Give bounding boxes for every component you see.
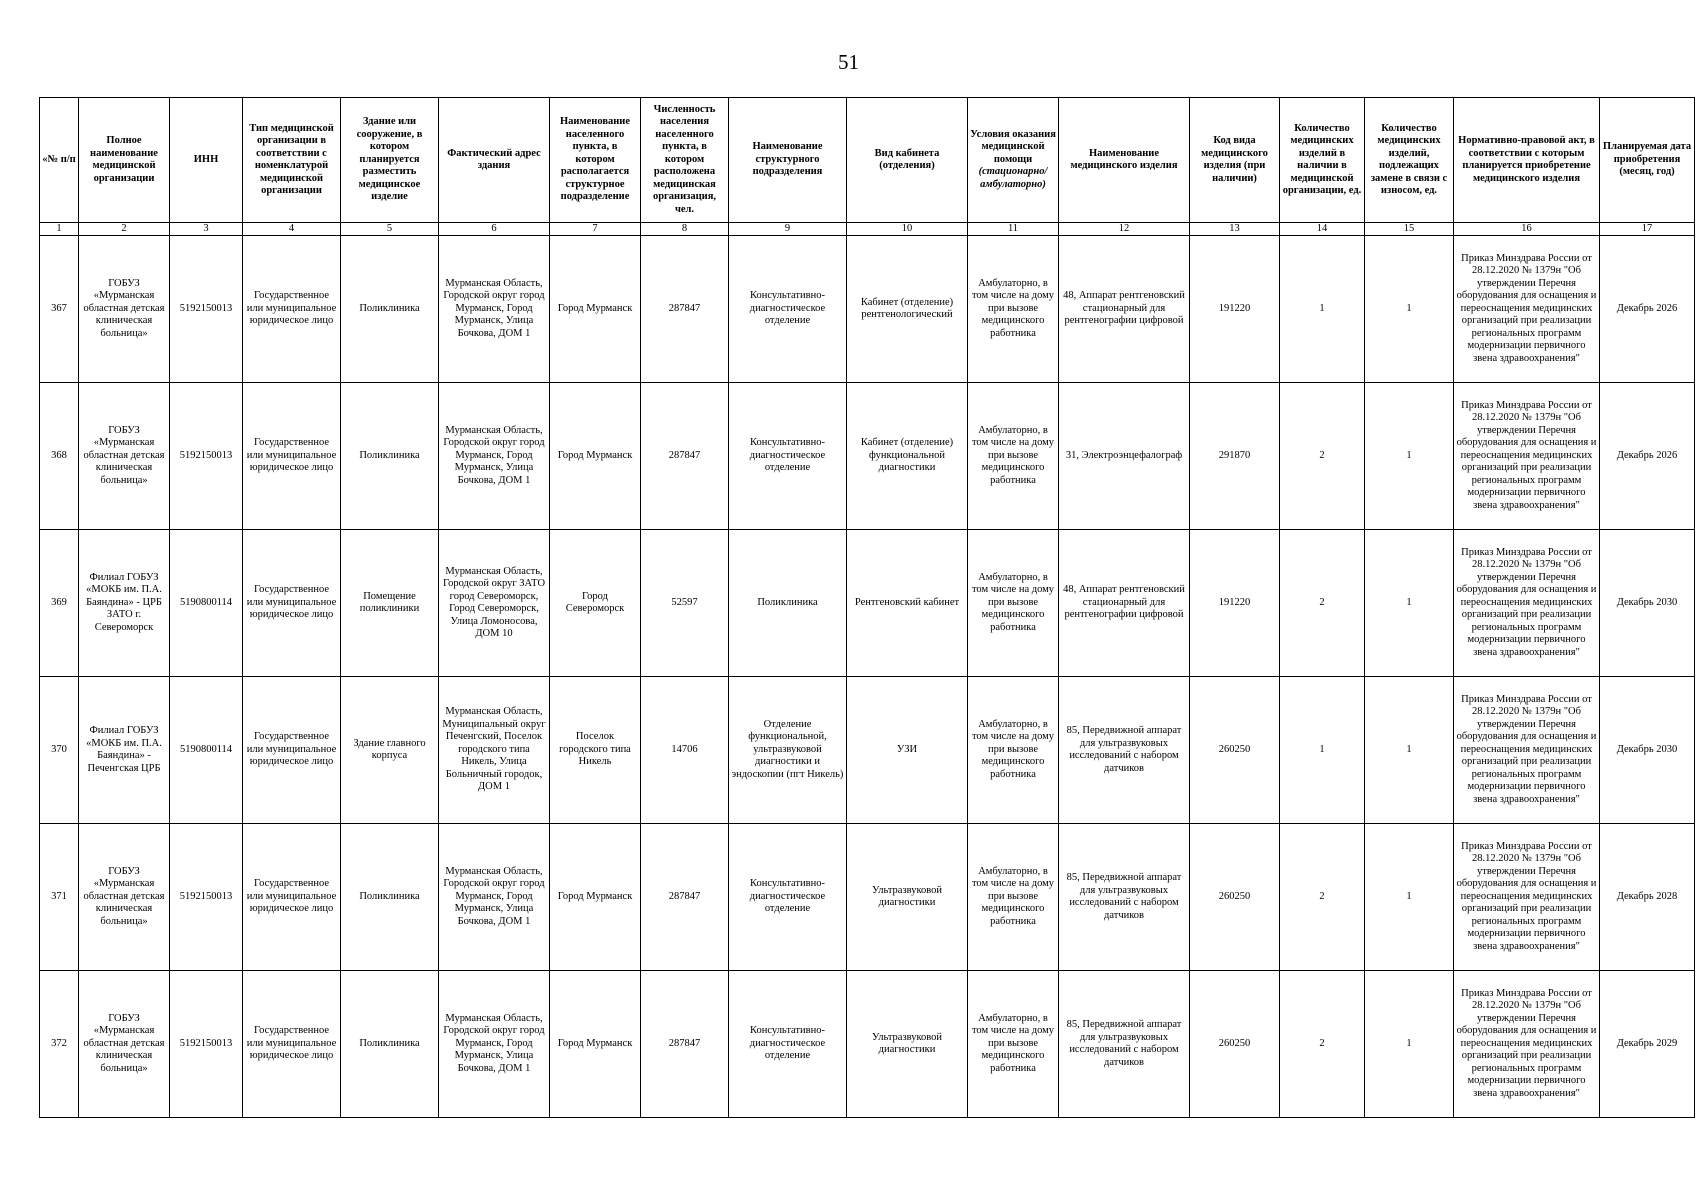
cell-qty-replace: 1 <box>1365 236 1454 383</box>
column-number: 16 <box>1454 223 1600 236</box>
cell-locality: Город Мурманск <box>550 236 641 383</box>
cell-date: Декабрь 2026 <box>1600 383 1695 530</box>
column-number: 4 <box>243 223 341 236</box>
cell-num: 369 <box>40 530 79 677</box>
header-cell-cabinet: Вид кабинета (отделения) <box>847 98 968 223</box>
cell-legal-act: Приказ Минздрава России от 28.12.2020 № 1379н "Об утверждении Перечня оборудования для оснащения и переоснащения медицинских организаций при реализации региональных программ модернизации первичного звена здравоохранения" <box>1454 824 1600 971</box>
cell-locality: Город Мурманск <box>550 824 641 971</box>
column-number: 3 <box>170 223 243 236</box>
cell-unit: Консультативно-диагностическое отделение <box>729 236 847 383</box>
cell-code: 260250 <box>1190 971 1280 1118</box>
column-number: 8 <box>641 223 729 236</box>
cell-building: Поликлиника <box>341 971 439 1118</box>
cell-inn: 5192150013 <box>170 236 243 383</box>
cell-cabinet: УЗИ <box>847 677 968 824</box>
cell-address: Мурманская Область, Городской округ город Мурманск, Город Мурманск, Улица Бочкова, ДОМ 1 <box>439 971 550 1118</box>
table-row <box>40 824 1695 971</box>
header-row <box>40 98 1695 223</box>
column-number: 9 <box>729 223 847 236</box>
cell-qty-replace: 1 <box>1365 383 1454 530</box>
cell-org: Филиал ГОБУЗ «МОКБ им. П.А. Баяндина» - Печенгская ЦРБ <box>79 677 170 824</box>
cell-legal-act: Приказ Минздрава России от 28.12.2020 № 1379н "Об утверждении Перечня оборудования для оснащения и переоснащения медицинских организаций при реализации региональных программ модернизации первичного звена здравоохранения" <box>1454 677 1600 824</box>
cell-locality: Поселок городского типа Никель <box>550 677 641 824</box>
cell-population: 287847 <box>641 236 729 383</box>
cell-qty-available: 2 <box>1280 824 1365 971</box>
cell-type: Государственное или муниципальное юридическое лицо <box>243 971 341 1118</box>
cell-cabinet: Рентгеновский кабинет <box>847 530 968 677</box>
table-row <box>40 236 1695 383</box>
column-number: 5 <box>341 223 439 236</box>
cell-type: Государственное или муниципальное юридическое лицо <box>243 383 341 530</box>
column-number: 2 <box>79 223 170 236</box>
column-number: 11 <box>968 223 1059 236</box>
table-body <box>40 236 1695 1118</box>
cell-device: 48, Аппарат рентгеновский стационарный для рентгенографии цифровой <box>1059 236 1190 383</box>
cell-org: ГОБУЗ «Мурманская областная детская клиническая больница» <box>79 971 170 1118</box>
cell-qty-available: 2 <box>1280 971 1365 1118</box>
header-cell-org: Полное наименование медицинской организации <box>79 98 170 223</box>
cell-num: 370 <box>40 677 79 824</box>
cell-locality: Город Мурманск <box>550 971 641 1118</box>
cell-inn: 5192150013 <box>170 383 243 530</box>
column-number: 13 <box>1190 223 1280 236</box>
header-cell-device: Наименование медицинского изделия <box>1059 98 1190 223</box>
cell-conditions: Амбулаторно, в том числе на дому при вызове медицинского работника <box>968 236 1059 383</box>
cell-address: Мурманская Область, Городской округ ЗАТО город Североморск, Город Североморск, Улица Ломоносова, ДОМ 10 <box>439 530 550 677</box>
cell-qty-available: 1 <box>1280 677 1365 824</box>
header-cell-qty-available: Количество медицинских изделий в наличии в медицинской организации, ед. <box>1280 98 1365 223</box>
page-number: 51 <box>838 50 859 74</box>
cell-qty-replace: 1 <box>1365 971 1454 1118</box>
cell-building: Помещение поликлиники <box>341 530 439 677</box>
cell-date: Декабрь 2028 <box>1600 824 1695 971</box>
cell-code: 191220 <box>1190 530 1280 677</box>
header-cell-locality: Наименование населенного пункта, в котором располагается структурное подразделение <box>550 98 641 223</box>
column-number: 6 <box>439 223 550 236</box>
cell-cabinet: Кабинет (отделение) рентгенологический <box>847 236 968 383</box>
table-row <box>40 677 1695 824</box>
equipment-table <box>39 97 1695 1118</box>
cell-type: Государственное или муниципальное юридическое лицо <box>243 677 341 824</box>
cell-code: 291870 <box>1190 383 1280 530</box>
header-conditions-text: Условия оказания медицинской помощи <box>970 128 1056 165</box>
header-cell-date: Планируемая дата приобретения (месяц, год) <box>1600 98 1695 223</box>
cell-date: Декабрь 2029 <box>1600 971 1695 1118</box>
cell-population: 287847 <box>641 824 729 971</box>
cell-unit: Консультативно-диагностическое отделение <box>729 971 847 1118</box>
cell-address: Мурманская Область, Городской округ город Мурманск, Город Мурманск, Улица Бочкова, ДОМ 1 <box>439 236 550 383</box>
cell-legal-act: Приказ Минздрава России от 28.12.2020 № 1379н "Об утверждении Перечня оборудования для оснащения и переоснащения медицинских организаций при реализации региональных программ модернизации первичного звена здравоохранения" <box>1454 530 1600 677</box>
cell-conditions: Амбулаторно, в том числе на дому при вызове медицинского работника <box>968 530 1059 677</box>
column-number: 14 <box>1280 223 1365 236</box>
cell-legal-act: Приказ Минздрава России от 28.12.2020 № 1379н "Об утверждении Перечня оборудования для оснащения и переоснащения медицинских организаций при реализации региональных программ модернизации первичного звена здравоохранения" <box>1454 236 1600 383</box>
cell-conditions: Амбулаторно, в том числе на дому при вызове медицинского работника <box>968 677 1059 824</box>
cell-code: 191220 <box>1190 236 1280 383</box>
cell-num: 372 <box>40 971 79 1118</box>
column-number: 12 <box>1059 223 1190 236</box>
cell-date: Декабрь 2030 <box>1600 530 1695 677</box>
cell-qty-available: 1 <box>1280 236 1365 383</box>
cell-cabinet: Кабинет (отделение) функциональной диагностики <box>847 383 968 530</box>
cell-code: 260250 <box>1190 824 1280 971</box>
cell-population: 287847 <box>641 971 729 1118</box>
cell-device: 85, Передвижной аппарат для ультразвуковых исследований с набором датчиков <box>1059 971 1190 1118</box>
column-number: 10 <box>847 223 968 236</box>
cell-conditions: Амбулаторно, в том числе на дому при вызове медицинского работника <box>968 383 1059 530</box>
cell-qty-replace: 1 <box>1365 677 1454 824</box>
cell-type: Государственное или муниципальное юридическое лицо <box>243 236 341 383</box>
cell-conditions: Амбулаторно, в том числе на дому при вызове медицинского работника <box>968 971 1059 1118</box>
header-cell-qty-replace: Количество медицинских изделий, подлежащих замене в связи с износом, ед. <box>1365 98 1454 223</box>
cell-qty-available: 2 <box>1280 530 1365 677</box>
cell-type: Государственное или муниципальное юридическое лицо <box>243 530 341 677</box>
cell-org: Филиал ГОБУЗ «МОКБ им. П.А. Баяндина» - ЦРБ ЗАТО г. Североморск <box>79 530 170 677</box>
header-cell-unit: Наименование структурного подразделения <box>729 98 847 223</box>
cell-cabinet: Ультразвуковой диагностики <box>847 971 968 1118</box>
cell-unit: Отделение функциональной, ультразвуковой диагностики и эндоскопии (пгт Никель) <box>729 677 847 824</box>
cell-date: Декабрь 2026 <box>1600 236 1695 383</box>
cell-population: 287847 <box>641 383 729 530</box>
table-row <box>40 971 1695 1118</box>
cell-cabinet: Ультразвуковой диагностики <box>847 824 968 971</box>
table-row <box>40 383 1695 530</box>
cell-device: 85, Передвижной аппарат для ультразвуковых исследований с набором датчиков <box>1059 677 1190 824</box>
cell-inn: 5190800114 <box>170 530 243 677</box>
cell-qty-replace: 1 <box>1365 530 1454 677</box>
cell-org: ГОБУЗ «Мурманская областная детская клиническая больница» <box>79 383 170 530</box>
cell-org: ГОБУЗ «Мурманская областная детская клиническая больница» <box>79 236 170 383</box>
cell-legal-act: Приказ Минздрава России от 28.12.2020 № 1379н "Об утверждении Перечня оборудования для оснащения и переоснащения медицинских организаций при реализации региональных программ модернизации первичного звена здравоохранения" <box>1454 383 1600 530</box>
cell-locality: Город Североморск <box>550 530 641 677</box>
header-cell-type: Тип медицинской организации в соответствии с номенклатурой медицинской организации <box>243 98 341 223</box>
cell-device: 85, Передвижной аппарат для ультразвуковых исследований с набором датчиков <box>1059 824 1190 971</box>
header-cell-inn: ИНН <box>170 98 243 223</box>
cell-inn: 5192150013 <box>170 971 243 1118</box>
cell-population: 52597 <box>641 530 729 677</box>
cell-building: Поликлиника <box>341 236 439 383</box>
cell-qty-replace: 1 <box>1365 824 1454 971</box>
cell-device: 31, Электроэнцефалограф <box>1059 383 1190 530</box>
header-cell-num: «№ п/п <box>40 98 79 223</box>
cell-org: ГОБУЗ «Мурманская областная детская клиническая больница» <box>79 824 170 971</box>
cell-type: Государственное или муниципальное юридическое лицо <box>243 824 341 971</box>
header-cell-address: Фактический адрес здания <box>439 98 550 223</box>
cell-num: 368 <box>40 383 79 530</box>
column-number: 15 <box>1365 223 1454 236</box>
header-cell-code: Код вида медицинского изделия (при наличии) <box>1190 98 1280 223</box>
header-cell-building: Здание или сооружение, в котором планируется разместить медицинское изделие <box>341 98 439 223</box>
cell-conditions: Амбулаторно, в том числе на дому при вызове медицинского работника <box>968 824 1059 971</box>
column-number: 1 <box>40 223 79 236</box>
cell-locality: Город Мурманск <box>550 383 641 530</box>
cell-address: Мурманская Область, Муниципальный округ Печенгский, Поселок городского типа Никель, Улица Больничный городок, ДОМ 1 <box>439 677 550 824</box>
cell-inn: 5190800114 <box>170 677 243 824</box>
table-row <box>40 530 1695 677</box>
header-cell-legal-act: Нормативно-правовой акт, в соответствии с которым планируется приобретение медицинского изделия <box>1454 98 1600 223</box>
cell-address: Мурманская Область, Городской округ город Мурманск, Город Мурманск, Улица Бочкова, ДОМ 1 <box>439 824 550 971</box>
cell-building: Поликлиника <box>341 383 439 530</box>
column-number-row <box>40 223 1695 236</box>
cell-code: 260250 <box>1190 677 1280 824</box>
cell-unit: Консультативно-диагностическое отделение <box>729 824 847 971</box>
header-cell-population: Численность населения населенного пункта, в котором расположена медицинская организация, чел. <box>641 98 729 223</box>
cell-legal-act: Приказ Минздрава России от 28.12.2020 № 1379н "Об утверждении Перечня оборудования для оснащения и переоснащения медицинских организаций при реализации региональных программ модернизации первичного звена здравоохранения" <box>1454 971 1600 1118</box>
cell-building: Поликлиника <box>341 824 439 971</box>
cell-address: Мурманская Область, Городской округ город Мурманск, Город Мурманск, Улица Бочкова, ДОМ 1 <box>439 383 550 530</box>
cell-device: 48, Аппарат рентгеновский стационарный для рентгенографии цифровой <box>1059 530 1190 677</box>
cell-date: Декабрь 2030 <box>1600 677 1695 824</box>
column-number: 7 <box>550 223 641 236</box>
cell-num: 367 <box>40 236 79 383</box>
table-header <box>40 98 1695 236</box>
cell-num: 371 <box>40 824 79 971</box>
header-conditions-italic: (стационарно/ амбулаторно) <box>978 166 1048 190</box>
cell-inn: 5192150013 <box>170 824 243 971</box>
column-number: 17 <box>1600 223 1695 236</box>
cell-building: Здание главного корпуса <box>341 677 439 824</box>
cell-population: 14706 <box>641 677 729 824</box>
cell-qty-available: 2 <box>1280 383 1365 530</box>
cell-unit: Поликлиника <box>729 530 847 677</box>
header-cell-conditions <box>968 98 1059 223</box>
cell-unit: Консультативно-диагностическое отделение <box>729 383 847 530</box>
